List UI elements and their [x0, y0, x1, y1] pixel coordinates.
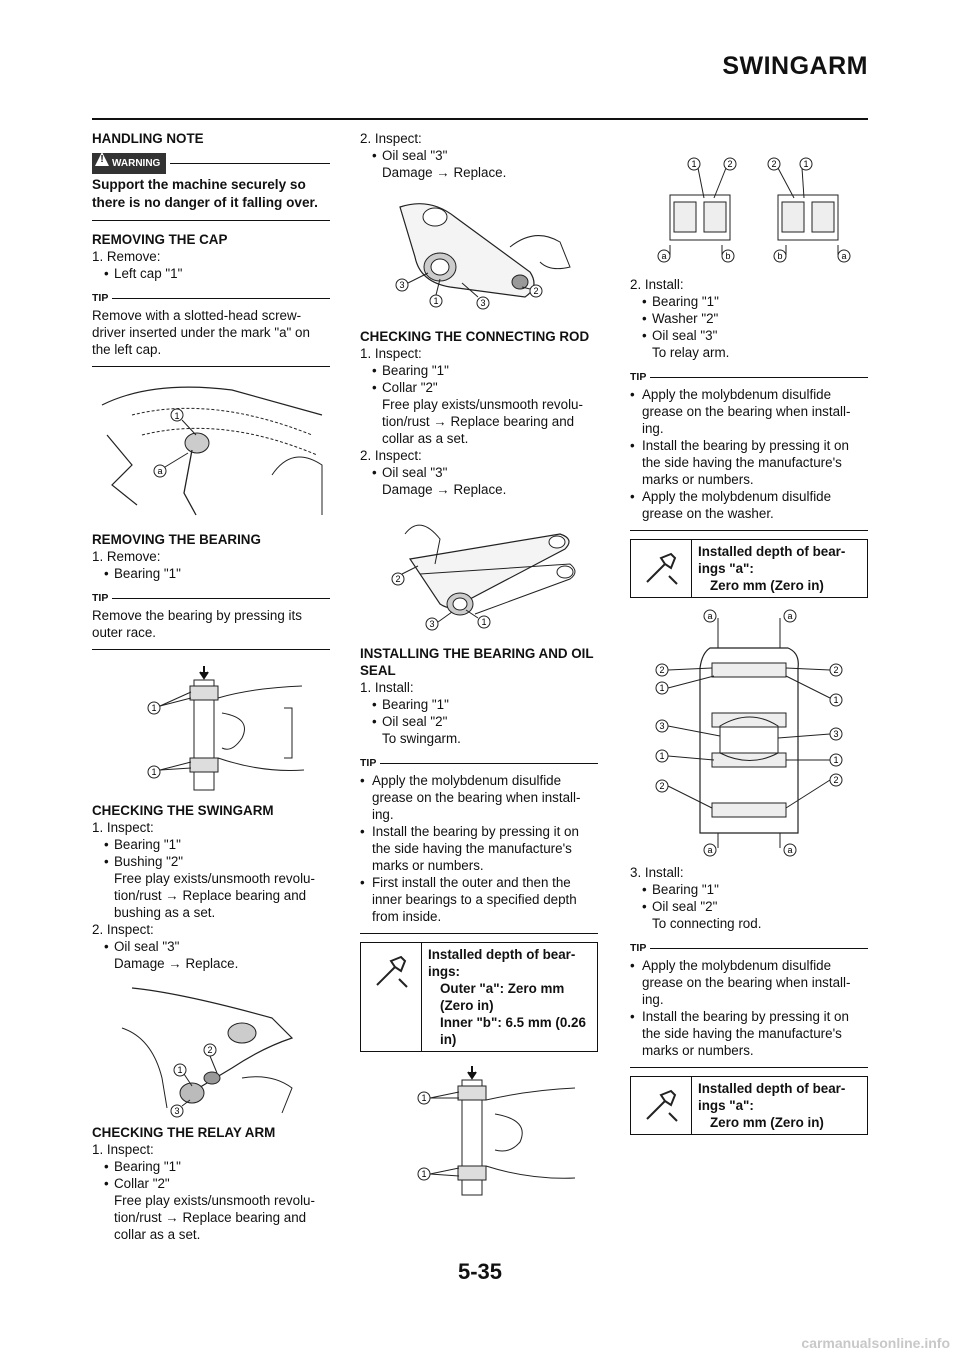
line: collar as a set. — [114, 1227, 201, 1242]
heading-checking-swingarm: CHECKING THE SWINGARM — [92, 803, 274, 818]
tip-text: Remove with a slotted-head screw-driver inserted under the mark "a" on the left cap. — [92, 308, 310, 357]
callout-1: 1 — [174, 411, 180, 421]
spec-text: Installed depth of bear- ings: Outer "a": Zero mm (Zero in) Inner "b": 6.5 mm (0.26 in) — [428, 947, 586, 1047]
step: 2. Inspect: — [92, 922, 154, 937]
title-rule — [92, 118, 868, 120]
callout-a: a — [707, 845, 713, 855]
heading-removing-bearing: REMOVING THE BEARING — [92, 532, 261, 547]
left-bearing-pair — [670, 195, 730, 255]
callout-a: a — [661, 251, 667, 261]
figure-connecting-rod — [360, 504, 598, 639]
callout-1: 1 — [433, 296, 439, 306]
callout-2: 2 — [395, 574, 401, 584]
callout-1: 1 — [421, 1093, 427, 1103]
callout-2: 2 — [659, 781, 665, 791]
step: 1. Remove: — [92, 549, 161, 564]
warning-text: Support the machine securely so there is no danger of it falling over. — [92, 177, 318, 210]
callout-1: 1 — [481, 617, 487, 627]
warning-header — [92, 153, 330, 174]
line: tion/rust → Replace bearing and — [382, 414, 575, 429]
spec-box — [630, 1076, 868, 1135]
line: Free play exists/unsmooth revolu- — [114, 1193, 315, 1208]
bullet: • Oil seal "3" — [630, 327, 868, 344]
bullet: • Bearing "1" — [92, 1158, 330, 1175]
callout-1: 1 — [659, 683, 665, 693]
callout-3: 3 — [174, 1106, 180, 1116]
spec-box — [360, 942, 598, 1052]
warning-badge: ! WARNING — [92, 153, 166, 174]
callout-2: 2 — [533, 286, 539, 296]
bullet: • Bearing "1" — [630, 881, 868, 898]
spec-box — [630, 539, 868, 598]
callout-1: 1 — [151, 703, 157, 713]
tip-bullet: • Apply the molybdenum disulfide grease on the washer. — [630, 488, 868, 522]
callout-2: 2 — [833, 775, 839, 785]
tip-bullet: • Apply the molybdenum disulfide grease on the bearing when install-ing. — [630, 957, 868, 1008]
figure-left-cap — [92, 375, 330, 525]
heading-checking-relay-arm: CHECKING THE RELAY ARM — [92, 1125, 276, 1140]
bullet: • Bushing "2" — [92, 853, 330, 870]
step: 1. Inspect: — [92, 820, 154, 835]
wrench-icon — [361, 943, 422, 1051]
tip-label: TIP — [630, 369, 868, 386]
tip-bullet: • Install the bearing by pressing it on the side having the manufacture's marks or numbers. — [630, 1008, 868, 1059]
line: To relay arm. — [652, 345, 730, 360]
bullet: • Bearing "1" — [360, 362, 598, 379]
page-title: SWINGARM — [722, 52, 868, 80]
callout-a: a — [787, 611, 793, 621]
bullet: • Collar "2" — [92, 1175, 330, 1192]
column-1 — [92, 130, 330, 1243]
figure-connecting-rod-depth — [630, 608, 868, 858]
callout-3: 3 — [833, 729, 839, 739]
line: To swingarm. — [382, 731, 461, 746]
callout-2: 2 — [727, 159, 733, 169]
line: tion/rust → Replace bearing and — [114, 888, 307, 903]
bullet: • Bearing "1" — [360, 696, 598, 713]
callout-1: 1 — [659, 751, 665, 761]
tip-label: TIP — [360, 755, 598, 772]
figure-swingarm-bearing — [92, 658, 330, 796]
line: To connecting rod. — [652, 916, 762, 931]
heading-checking-connecting-rod: CHECKING THE CONNECTING ROD — [360, 329, 590, 344]
callout-3: 3 — [399, 280, 405, 290]
callout-2: 2 — [771, 159, 777, 169]
figure-relay-arm-depth — [630, 150, 868, 270]
bullet: • Bearing "1" — [92, 836, 330, 853]
wrench-icon — [631, 1077, 692, 1134]
spec-text: Installed depth of bear- ings "a": Zero mm (Zero in) — [698, 1081, 846, 1130]
column-2 — [360, 130, 598, 1203]
bullet: • Oil seal "3" — [360, 147, 598, 164]
figure-swingarm-bearing-install — [360, 1062, 598, 1197]
callout-2: 2 — [207, 1045, 213, 1055]
step: 1. Install: — [360, 680, 414, 695]
bullet: • Washer "2" — [630, 310, 868, 327]
step: 1. Inspect: — [92, 1142, 154, 1157]
figure-swingarm-pivot — [92, 978, 330, 1118]
callout-a: a — [787, 845, 793, 855]
tip-bullet: • First install the outer and then the inner bearings to a specified depth from inside. — [360, 874, 598, 925]
step: 1. Inspect: — [360, 346, 422, 361]
bullet: • Oil seal "3" — [92, 938, 330, 955]
line: Free play exists/unsmooth revolu- — [382, 397, 583, 412]
callout-1: 1 — [833, 695, 839, 705]
heading-removing-cap: REMOVING THE CAP — [92, 232, 228, 247]
bullet: • Left cap "1" — [92, 265, 330, 282]
callout-a: a — [157, 466, 163, 476]
callout-b: b — [777, 251, 783, 261]
line: Damage → Replace. — [114, 956, 239, 971]
bullet: • Oil seal "3" — [360, 464, 598, 481]
heading-handling-note: HANDLING NOTE — [92, 131, 204, 146]
callout-1: 1 — [803, 159, 809, 169]
page-number: 5-35 — [457, 1259, 503, 1284]
bullet: • Bearing "1" — [630, 293, 868, 310]
footer-watermark: carmanualsonline.info — [801, 1335, 950, 1351]
callout-3: 3 — [480, 298, 486, 308]
right-bearing-pair — [778, 195, 838, 255]
callout-3: 3 — [659, 721, 665, 731]
spec-text: Installed depth of bear- ings "a": Zero mm (Zero in) — [698, 544, 846, 593]
bullet: • Bearing "1" — [92, 565, 330, 582]
tip-bullet: • Install the bearing by pressing it on the side having the manufacture's marks or numbers. — [630, 437, 868, 488]
line: collar as a set. — [382, 431, 469, 446]
bullet: • Oil seal "2" — [360, 713, 598, 730]
heading-installing-bearing: INSTALLING THE BEARING AND OIL SEAL — [360, 646, 594, 678]
callout-1: 1 — [421, 1169, 427, 1179]
callout-b: b — [725, 251, 731, 261]
callout-1: 1 — [833, 755, 839, 765]
wrench-icon — [631, 540, 692, 597]
step: 2. Install: — [630, 277, 684, 292]
callout-a: a — [707, 611, 713, 621]
tip-label: TIP — [630, 940, 868, 957]
line: tion/rust → Replace bearing and — [114, 1210, 307, 1225]
callout-2: 2 — [833, 665, 839, 675]
callout-2: 2 — [659, 665, 665, 675]
tip-label: TIP — [92, 590, 330, 607]
line: Free play exists/unsmooth revolu- — [114, 871, 315, 886]
line: bushing as a set. — [114, 905, 216, 920]
step: 1. Remove: — [92, 249, 161, 264]
step: 2. Inspect: — [360, 131, 422, 146]
callout-a: a — [841, 251, 847, 261]
bullet: • Collar "2" — [360, 379, 598, 396]
line: Damage → Replace. — [382, 165, 507, 180]
column-3 — [630, 130, 868, 1145]
figure-relay-arm-seal — [360, 187, 598, 322]
tip-bullet: • Install the bearing by pressing it on the side having the manufacture's marks or numbers. — [360, 823, 598, 874]
step: 3. Install: — [630, 865, 684, 880]
tip-bullet: • Apply the molybdenum disulfide grease on the bearing when install-ing. — [360, 772, 598, 823]
tip-bullet: • Apply the molybdenum disulfide grease on the bearing when install-ing. — [630, 386, 868, 437]
callout-1: 1 — [691, 159, 697, 169]
line: Damage → Replace. — [382, 482, 507, 497]
callout-3: 3 — [429, 619, 435, 629]
step: 2. Inspect: — [360, 448, 422, 463]
bullet: • Oil seal "2" — [630, 898, 868, 915]
tip-text: Remove the bearing by pressing its outer race. — [92, 608, 302, 640]
tip-label: TIP — [92, 290, 330, 307]
callout-1: 1 — [177, 1065, 183, 1075]
callout-1: 1 — [151, 767, 157, 777]
